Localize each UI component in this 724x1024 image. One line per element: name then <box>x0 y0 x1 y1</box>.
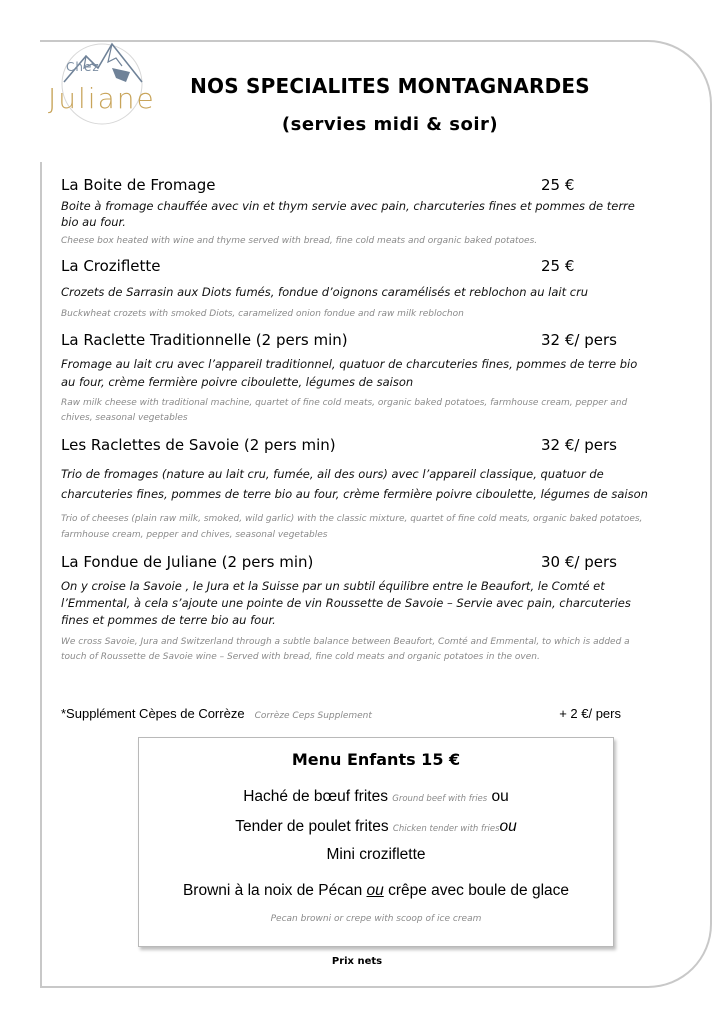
page-title: NOS SPECIALITES MONTAGNARDES <box>190 74 590 98</box>
item-name: La Raclette Traditionnelle (2 pers min) <box>61 331 348 349</box>
logo-text-chez: Chez <box>66 60 100 74</box>
kids-menu-line <box>139 846 613 864</box>
kids-menu-title: Menu Enfants 15 € <box>291 750 461 769</box>
kids-dessert-en: Pecan browni or crepe with scoop of ice cream <box>270 914 482 924</box>
item-description-en: Buckwheat crozets with smoked Diots, caramelized onion fondue and raw milk reblochon <box>61 309 464 319</box>
specialties-list <box>61 172 651 665</box>
kids-dessert-part2: crêpe avec boule de glace <box>388 882 570 899</box>
kids-separator: ou <box>491 788 509 805</box>
menu-item <box>61 553 651 665</box>
kids-dessert-line <box>139 882 613 900</box>
supplement-label: *Supplément Cèpes de Corrèze <box>61 706 245 721</box>
item-price: 25 € <box>541 176 575 194</box>
supplement-row <box>61 706 621 721</box>
menu-item <box>61 176 651 249</box>
menu-item <box>61 436 651 543</box>
kids-dish: Haché de bœuf frites <box>243 788 388 805</box>
kids-menu-box <box>138 737 614 947</box>
item-price: 25 € <box>541 257 575 275</box>
item-price: 32 €/ pers <box>541 331 617 349</box>
supplement-label-en: Corrèze Ceps Supplement <box>254 711 372 721</box>
item-price: 32 €/ pers <box>541 436 617 454</box>
item-description-fr: Boite à fromage chauffée avec vin et thym servie avec pain, charcuteries fines et pommes de terre bio au four. <box>61 199 635 229</box>
price-note: Prix nets <box>331 956 383 967</box>
kids-dish-en: Ground beef with fries <box>392 794 488 804</box>
item-description-fr: Fromage au lait cru avec l’appareil traditionnel, quatuor de charcuteries fines, pommes de terre bio au four, crème fermière poivre ciboulette, légumes de saison <box>61 357 638 389</box>
kids-dessert-ou: ou <box>366 882 384 899</box>
frame-left-border <box>40 162 42 988</box>
item-name: La Croziflette <box>61 257 161 275</box>
kids-dessert-part1: Browni à la noix de Pécan <box>182 882 363 899</box>
item-description-fr: Trio de fromages (nature au lait cru, fumée, ail des ours) avec l’appareil classique, quatuor de charcuteries fines, pommes de terre bio au four, crème fermière poivre ciboulette, légumes de saison <box>61 467 648 501</box>
menu-item <box>61 331 651 426</box>
logo-text-juliane: Juliane <box>48 82 156 115</box>
menu-item <box>61 257 651 322</box>
kids-dish-en: Chicken tender with fries <box>392 824 500 834</box>
item-name: Les Raclettes de Savoie (2 pers min) <box>61 436 336 454</box>
kids-menu-line <box>139 788 613 806</box>
kids-separator: ou <box>499 818 517 835</box>
item-price: 30 €/ pers <box>541 553 617 571</box>
item-description-en: Cheese box heated with wine and thyme served with bread, fine cold meats and organic baked potatoes. <box>61 236 538 246</box>
item-description-en: Raw milk cheese with traditional machine, quartet of fine cold meats, organic baked potatoes, farmhouse cream, pepper and chives, seasonal vegetables <box>61 398 628 423</box>
page-subtitle: (servies midi & soir) <box>281 114 499 135</box>
item-name: La Fondue de Juliane (2 pers min) <box>61 553 314 571</box>
kids-dish: Tender de poulet frites <box>235 818 389 835</box>
item-description-fr: On y croise la Savoie , le Jura et la Suisse par un subtil équilibre entre le Beaufort, le Comté et l’Emmental, à cela s’ajoute une pointe de vin Roussette de Savoie – Servie avec pain, charcuteries fines et pommes de terre bio au four. <box>61 579 631 627</box>
item-description-en: Trio of cheeses (plain raw milk, smoked, wild garlic) with the classic mixture, quartet of fine cold meats, organic baked potatoes, farmhouse cream, pepper and chives, seasonal vegetables <box>61 514 643 540</box>
kids-menu-line <box>139 818 613 836</box>
item-description-fr: Crozets de Sarrasin aux Diots fumés, fondue d’oignons caramélisés et reblochon au lait cru <box>61 285 589 299</box>
item-description-en: We cross Savoie, Jura and Switzerland through a subtle balance between Beaufort, Comté and Emmental, to which is added a touch of Roussette de Savoie wine – Served with bread, fine cold meats and organic potatoes in the oven. <box>61 637 630 662</box>
supplement-price: + 2 €/ pers <box>559 706 621 721</box>
kids-dish: Mini croziflette <box>326 846 426 863</box>
item-name: La Boite de Fromage <box>61 176 216 194</box>
